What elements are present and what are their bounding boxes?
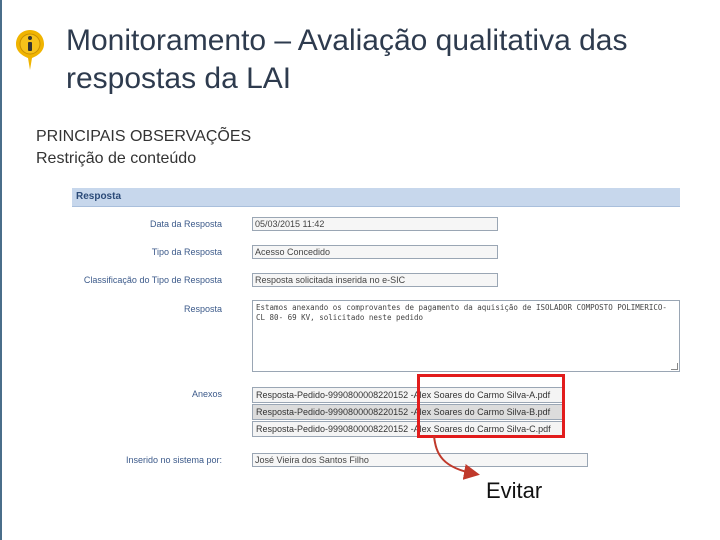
resposta-label: Resposta: [183, 304, 222, 314]
resposta-textarea[interactable]: [252, 300, 680, 372]
data-resposta-field[interactable]: 05/03/2015 11:42: [252, 217, 498, 231]
slide-left-border: [0, 0, 2, 540]
subheading-observacoes: PRINCIPAIS OBSERVAÇÕES: [36, 128, 252, 145]
resposta-text: Estamos anexando os comprovantes de pagamento da aquisição de ISOLADOR COMPOSTO POLIMERICO- CL 80- 69 KV, solicitado neste pedido: [256, 303, 667, 322]
inserido-label: Inserido no sistema por:: [125, 455, 222, 465]
anexo-link[interactable]: Resposta-Pedido-9990800008220152 -Alex Soares do Carmo Silva-B.pdf: [252, 404, 564, 420]
form-header-title: Resposta: [76, 191, 122, 202]
slide-title: Monitoramento – Avaliação qualitativa das respostas da LAI: [66, 24, 628, 95]
anexo-link[interactable]: Resposta-Pedido-9990800008220152 -Alex Soares do Carmo Silva-C.pdf: [252, 421, 564, 437]
data-resposta-label: Data da Resposta: [149, 219, 222, 229]
evitar-annotation: Evitar: [486, 478, 543, 503]
classificacao-field[interactable]: Resposta solicitada inserida no e-SIC: [252, 273, 498, 287]
info-bulb-icon: [14, 28, 46, 72]
tipo-resposta-label: Tipo da Resposta: [151, 247, 222, 257]
form-header: [72, 188, 680, 207]
resize-grip-icon[interactable]: [671, 363, 678, 370]
anexos-label: Anexos: [191, 389, 222, 399]
tipo-resposta-field[interactable]: Acesso Concedido: [252, 245, 498, 259]
inserido-field[interactable]: José Vieira dos Santos Filho: [252, 453, 588, 467]
subheading: [36, 126, 251, 170]
resposta-form-screenshot: [72, 188, 680, 480]
anexo-link[interactable]: Resposta-Pedido-9990800008220152 -Alex Soares do Carmo Silva-A.pdf: [252, 387, 564, 403]
classificacao-label: Classificação do Tipo de Resposta: [83, 275, 222, 285]
highlight-box: [417, 374, 565, 438]
curved-arrow-icon: [430, 434, 490, 484]
subheading-restricao: Restrição de conteúdo: [36, 150, 197, 167]
